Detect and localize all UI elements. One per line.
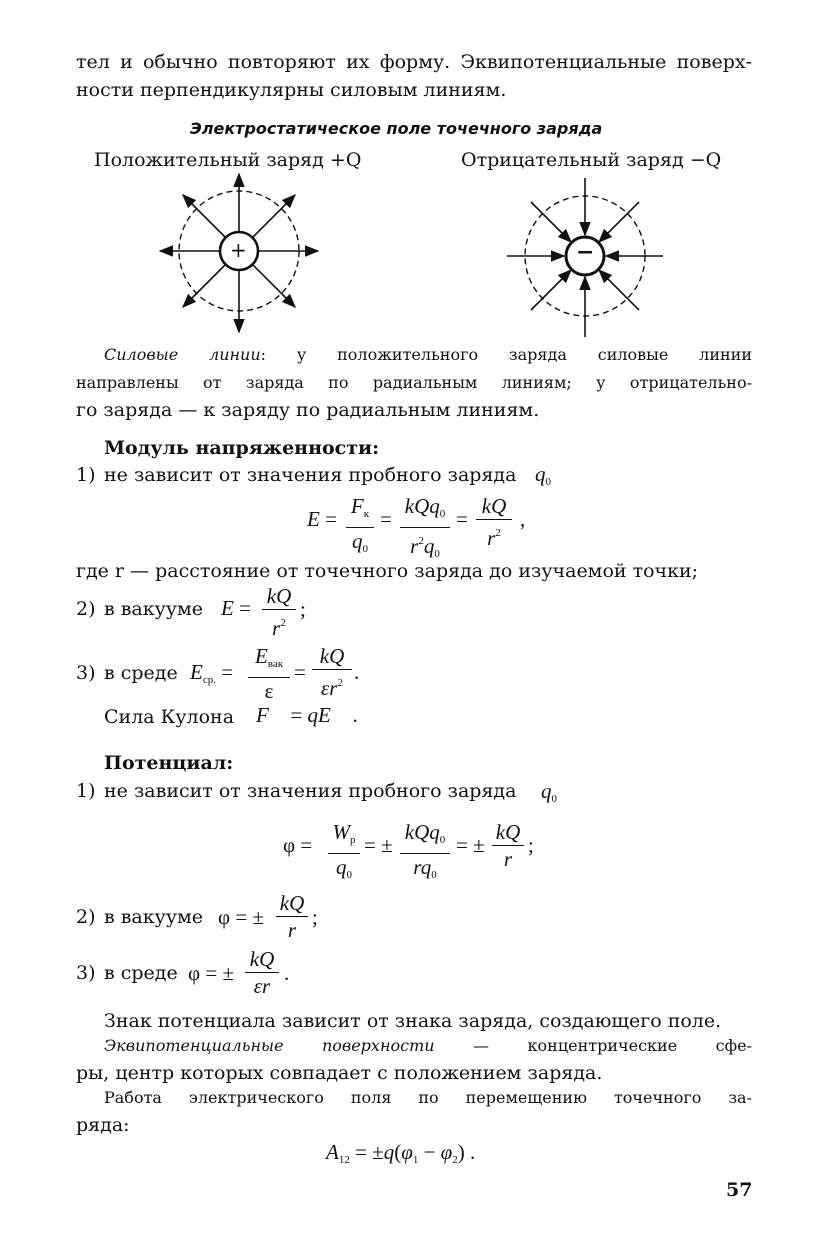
intro-line-1: тел и обычно повторяют их форму. Эквипотенциальные поверх- — [76, 51, 752, 73]
field-line-up-right — [252, 195, 295, 238]
field-lines-line-2: направлены от заряда по радиальным линиям; у отрицательно- — [76, 373, 752, 392]
potential-item-3-num: 3) — [76, 962, 96, 984]
potential-item-1-num: 1) — [76, 780, 96, 802]
figure-title: Электростатическое поле точечного заряда — [190, 119, 603, 138]
intensity-item-1-var: $q_0$ — [535, 462, 551, 488]
intensity-item-1-text: не зависит от значения пробного заряда — [104, 464, 517, 486]
intensity-item-1-num: 1) — [76, 464, 96, 486]
page-number: 57 — [726, 1179, 753, 1201]
field-line-in-up-left — [531, 202, 571, 242]
field-line-in-down-left — [531, 270, 571, 310]
work-line-1: Работа электрического поля по перемещению точечного за- — [104, 1088, 752, 1107]
field-line-in-up-right — [599, 202, 639, 242]
field-line-down-right — [252, 264, 295, 307]
intensity-item-3-num: 3) — [76, 662, 96, 684]
potential-heading: Потенциал: — [104, 752, 234, 774]
field-lines-term: Силовые линии — [104, 345, 261, 364]
coulomb-force-formula: F⃗ = qE⃗ . — [256, 703, 358, 727]
positive-charge-label: Положительный заряд +Q — [94, 149, 362, 171]
potential-item-1-text: не зависит от значения пробного заряда — [104, 780, 517, 802]
equipotential-term: Эквипотенциальные поверхности — [104, 1036, 435, 1055]
intensity-where-line: где r — расстояние от точечного заряда до изучаемой точки; — [76, 560, 699, 582]
potential-sign-text: Знак потенциала зависит от знака заряда, создающего поле. — [104, 1010, 722, 1032]
negative-charge-label: Отрицательный заряд −Q — [461, 149, 722, 171]
plus-sign: + — [230, 238, 247, 262]
intro-line-2: ности перпендикулярны силовым линиям. — [76, 79, 507, 101]
potential-item-1-var: $q_0$ — [541, 779, 557, 805]
minus-sign: − — [576, 240, 595, 265]
intensity-item-2-text: в вакууме — [104, 598, 204, 620]
field-line-in-down-right — [599, 270, 639, 310]
work-line-2: ряда: — [76, 1114, 130, 1136]
equipotential-line-1: Эквипотенциальные поверхности — концентрические сфе- — [104, 1036, 753, 1055]
intensity-item-3-text: в среде — [104, 662, 178, 684]
potential-item-3-text: в среде — [104, 962, 178, 984]
intensity-heading: Модуль напряженности: — [104, 437, 380, 459]
potential-item-2-text: в вакууме — [104, 906, 204, 928]
potential-item-2-num: 2) — [76, 906, 96, 928]
equipotential-line-2: ры, центр которых совпадает с положением заряда. — [76, 1062, 603, 1084]
field-lines-line-1: Силовые линии: у положительного заряда силовые линии — [104, 345, 753, 364]
coulomb-force-text: Сила Кулона — [104, 706, 235, 728]
field-lines-line-3: го заряда — к заряду по радиальным линиям. — [76, 399, 540, 421]
formula-work: $A_{12} = \pm q(\varphi_1 - \varphi_2)$ . — [326, 1140, 476, 1166]
intensity-item-2-num: 2) — [76, 598, 96, 620]
